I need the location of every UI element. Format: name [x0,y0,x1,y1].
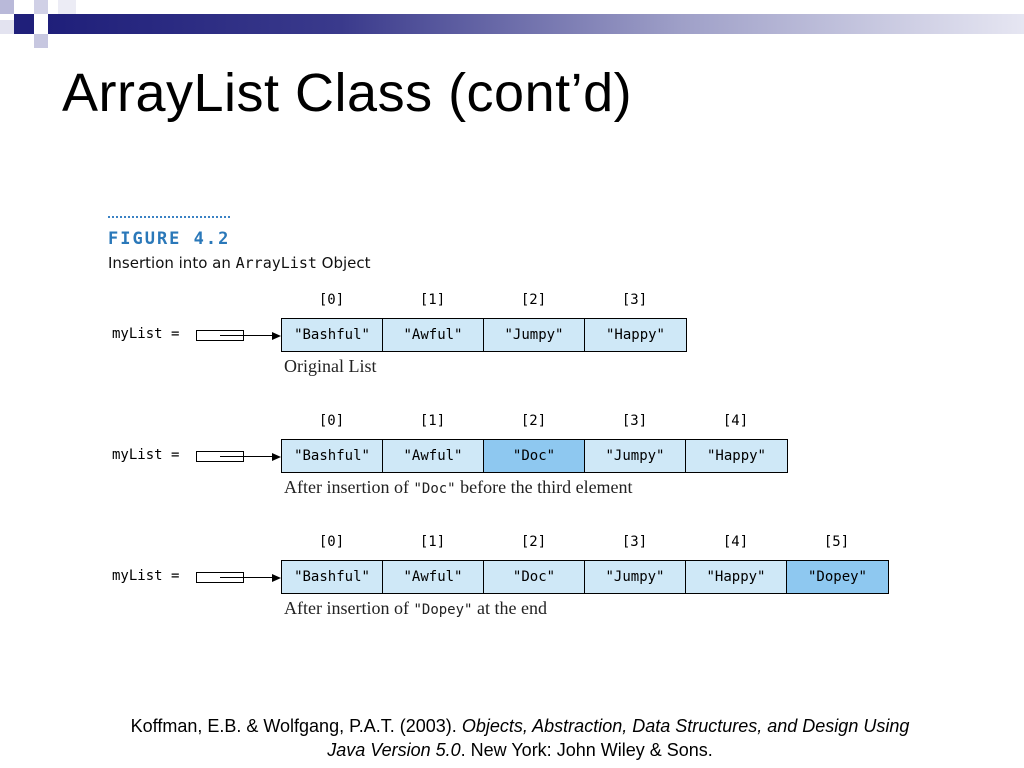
reference-arrow-line [220,456,278,457]
header-gradient-bar [48,14,1024,34]
diagram-row [0,411,1024,521]
array-cells [281,560,889,594]
diagram-caption-text: After insertion of [284,598,414,618]
arrow-head-icon [272,332,281,340]
array-cell: "Happy" [585,319,686,351]
variable-label: myList = [112,568,180,584]
array-cell: "Doc" [484,440,585,472]
array-cell: "Dopey" [787,561,888,593]
diagram-row [0,532,1024,642]
array-cell: "Jumpy" [585,561,686,593]
diagram-caption-text: After insertion of [284,477,414,497]
slide-title: ArrayList Class (cont’d) [62,63,633,123]
reference-arrow-line [220,335,278,336]
array-cell: "Jumpy" [484,319,585,351]
citation-publisher: . New York: John Wiley & Sons. [460,740,713,760]
diagram-caption [284,477,633,498]
figure-dotted-rule [108,216,230,224]
array-cell: "Happy" [686,440,787,472]
figure-caption-suffix: Object [316,254,371,272]
index-label: [2] [520,534,547,550]
index-label: [0] [318,413,345,429]
index-label: [4] [722,534,749,550]
citation-title-line1: Objects, Abstraction, Data Structures, and Design Using [461,716,910,736]
diagram-caption [284,598,547,619]
diagram-row [0,290,1024,400]
figure-caption-prefix: Insertion into an [108,254,236,272]
decorative-square [34,34,48,48]
index-label: [2] [520,292,547,308]
index-label: [3] [621,534,648,550]
index-label: [4] [722,413,749,429]
array-cell: "Awful" [383,440,484,472]
array-cell: "Bashful" [282,440,383,472]
index-label: [0] [318,292,345,308]
decorative-square [0,0,14,14]
diagram-caption-code: "Doc" [413,481,456,497]
diagram-caption-code: "Dopey" [413,602,473,618]
diagram-caption-text: at the end [472,598,547,618]
reference-arrow-line [220,577,278,578]
diagram-caption [284,356,377,377]
diagram-caption-text: before the third element [455,477,633,497]
variable-label: myList = [112,326,180,342]
decorative-square [14,14,34,34]
citation-title-line2: Java Version 5.0 [327,740,461,760]
array-cell: "Happy" [686,561,787,593]
figure-caption-code: ArrayList [235,254,317,272]
array-cells [281,439,788,473]
index-label: [1] [419,413,446,429]
index-label: [3] [621,292,648,308]
arrow-head-icon [272,453,281,461]
array-cell: "Awful" [383,561,484,593]
citation [60,714,980,762]
array-cells [281,318,687,352]
decorative-square [34,0,48,14]
index-label: [2] [520,413,547,429]
index-label: [5] [823,534,850,550]
diagram-caption-text: Original List [284,356,377,376]
array-cell: "Awful" [383,319,484,351]
index-label: [1] [419,534,446,550]
decorative-square [0,20,14,34]
citation-authors: Koffman, E.B. & Wolfgang, P.A.T. (2003). [130,716,462,736]
variable-label: myList = [112,447,180,463]
array-cell: "Doc" [484,561,585,593]
array-cell: "Bashful" [282,561,383,593]
decorative-square [58,0,76,14]
index-label: [0] [318,534,345,550]
array-cell: "Bashful" [282,319,383,351]
index-label: [1] [419,292,446,308]
arrow-head-icon [272,574,281,582]
figure-caption [108,254,371,272]
index-label: [3] [621,413,648,429]
array-cell: "Jumpy" [585,440,686,472]
figure-label: FIGURE 4.2 [108,229,231,249]
